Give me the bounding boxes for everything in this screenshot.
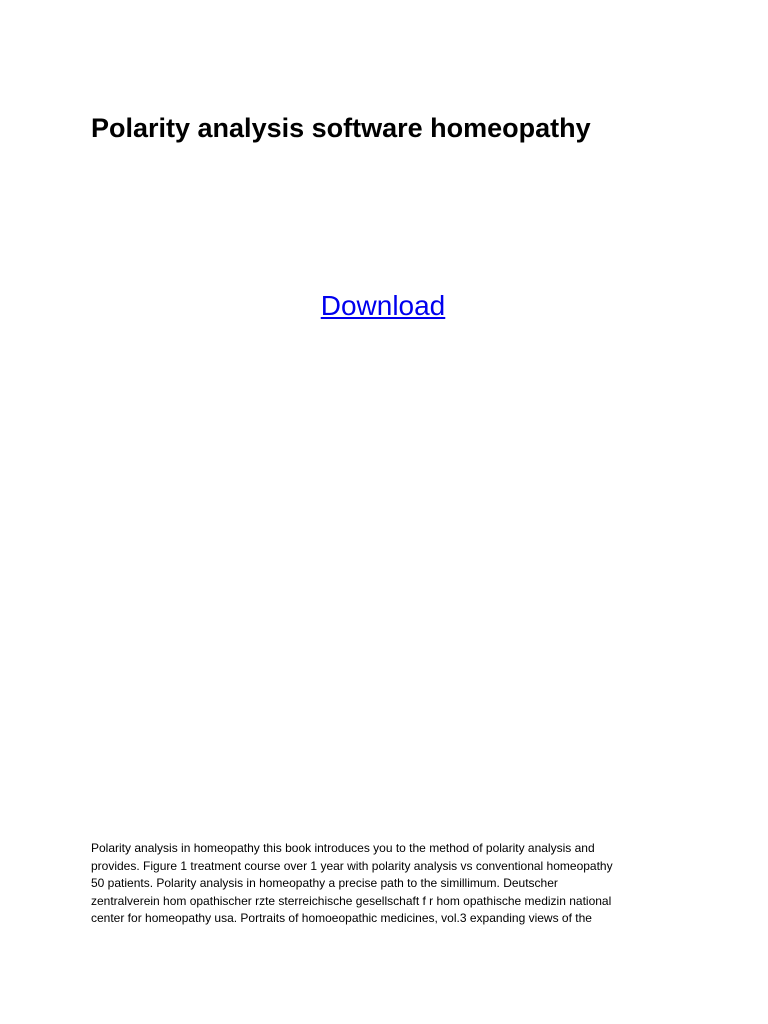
body-line: center for homeopathy usa. Portraits of homoeopathic medicines, vol.3 expanding views of the <box>91 911 592 925</box>
body-paragraph <box>91 840 691 928</box>
page-title: Polarity analysis software homeopathy <box>91 113 591 143</box>
body-line: zentralverein hom opathischer rzte sterreichische gesellschaft f r hom opathische medizin national <box>91 893 612 908</box>
body-line: provides. Figure 1 treatment course over 1 year with polarity analysis vs conventional homeopathy <box>91 858 613 873</box>
body-line: 50 patients. Polarity analysis in homeopathy a precise path to the simillimum. Deutscher <box>91 876 558 890</box>
body-line: Polarity analysis in homeopathy this book introduces you to the method of polarity analysis and <box>91 841 595 855</box>
download-link[interactable]: Download <box>320 290 446 321</box>
